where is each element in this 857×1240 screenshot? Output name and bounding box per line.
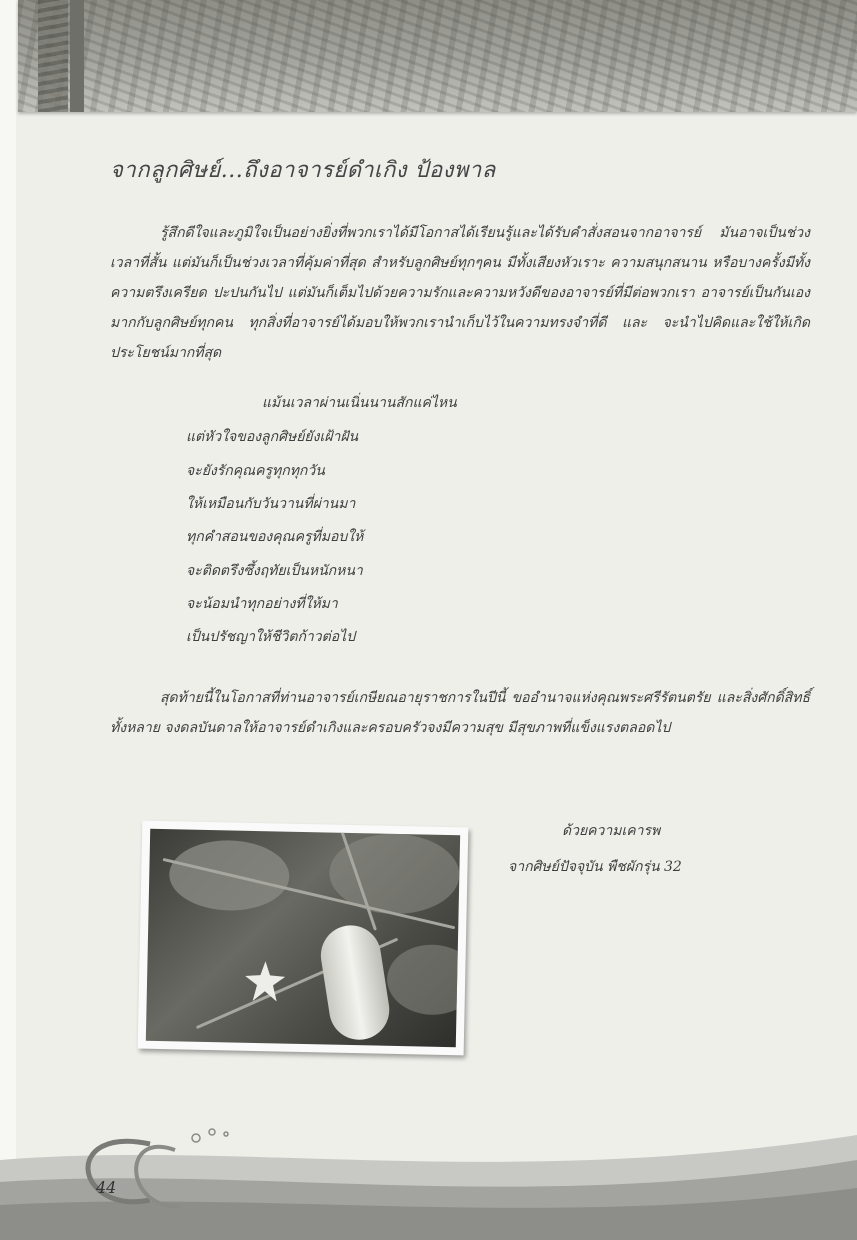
header-plant-shape: [38, 0, 68, 112]
paragraph-closing: สุดท้ายนี้ในโอกาสที่ท่านอาจารย์เกษียณอายุราชการในปีนี้ ขออำนาจแห่งคุณพระศรีรัตนตรัย และสิ่งศักดิ์สิทธิ์ ทั้งหลาย จงดลบันดาลให้อาจารย์ดำเกิงและครอบครัวจงมีความสุข มีสุขภาพที่แข็งแรงตลอดไป: [110, 690, 810, 736]
poem-line: จะติดตรึงซึ้งฤทัยเป็นหนักหนา: [186, 563, 363, 579]
leaf-shape: [386, 944, 460, 1016]
header-field-photo: [18, 0, 857, 112]
cucumber-shape: [317, 921, 394, 1044]
footer-decoration: [0, 1120, 857, 1240]
header-post-shape: [70, 0, 84, 112]
footer-wave-graphic: [0, 1120, 857, 1240]
poem-line: เป็นปรัชญาให้ชีวิตก้าวต่อไป: [186, 629, 356, 645]
page-edge: [0, 0, 16, 1240]
poem-line: แม้นเวลาผ่านเนิ่นนานสักแค่ไหน: [262, 395, 457, 411]
paragraph-intro: รู้สึกดีใจและภูมิใจเป็นอย่างยิ่งที่พวกเราได้มีโอกาสได้เรียนรู้และได้รับคำสั่งสอนจากอาจารย์ มันอาจเป็นช่วงเวลาที่สั้น แต่มันก็เป็นช่วงเวลาที่คุ้มค่าที่สุด สำหรับลูกศิษย์ทุกๆคน มีทั้งเสียงหัวเราะ ความสนุกสนาน หรือบางครั้งมีทั้งความตรึงเครียด ปะปนกันไป แต่มันก็เต็มไปด้วยความรักและความหวังดีของอาจารย์ที่มีต่อพวกเรา อาจารย์เป็นกันเองมากกับลูกศิษย์ทุกคน ทุกสิ่งที่อาจารย์ได้มอบให้พวกเรานำเก็บไว้ในความทรงจำที่ดี และ จะนำไปคิดและใช้ให้เกิดประโยชน์มากที่สุด: [110, 225, 810, 361]
poem-line: ทุกคำสอนของคุณครูที่มอบให้: [186, 529, 364, 545]
cucumber-photo-frame: [138, 821, 469, 1056]
article-title: จากลูกศิษย์...ถึงอาจารย์ดำเกิง ป้องพาล: [110, 158, 496, 183]
signoff-from: จากศิษย์ปัจจุบัน พืชผักรุ่น 32: [508, 859, 682, 875]
poem-line: จะยังรักคุณครูทุกทุกวัน: [186, 463, 325, 479]
poem-line: แต่หัวใจของลูกศิษย์ยังเฝ้าฝัน: [186, 429, 359, 445]
poem-line: ให้เหมือนกับวันวานที่ผ่านมา: [186, 496, 356, 512]
poem-line: จะน้อมนำทุกอย่างที่ให้มา: [186, 596, 338, 612]
cucumber-photo: [146, 829, 460, 1047]
signoff-respect: ด้วยความเคารพ: [562, 823, 661, 839]
page-number: 44: [96, 1178, 117, 1197]
